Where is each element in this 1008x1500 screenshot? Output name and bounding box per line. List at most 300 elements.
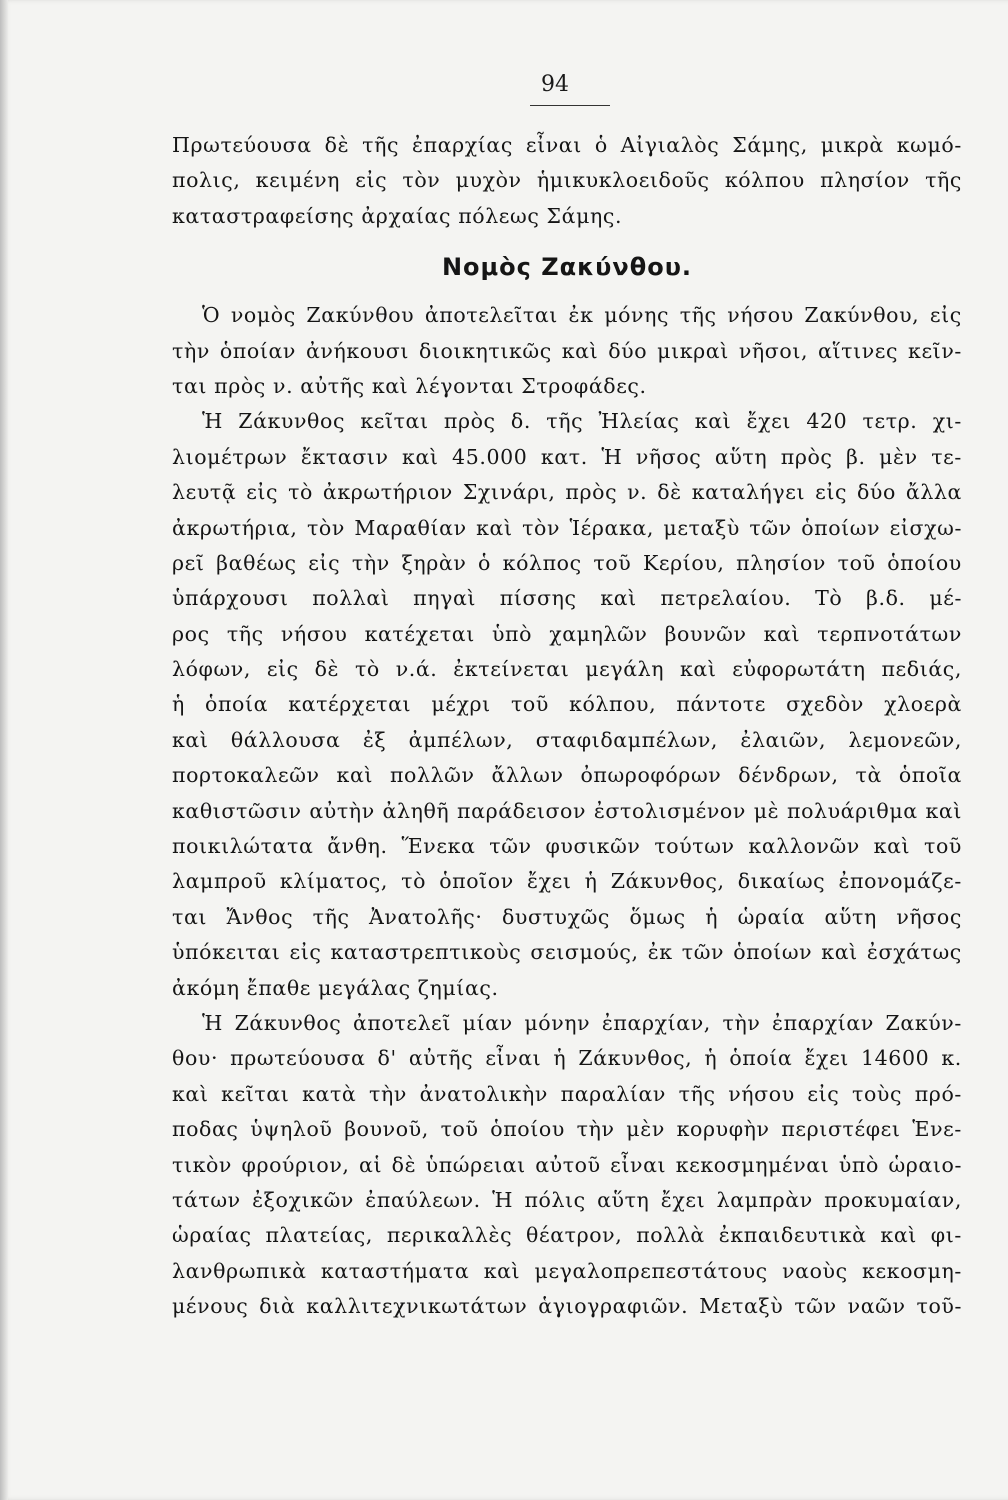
page-number: 94: [541, 72, 569, 97]
word: θέατρον,: [526, 1223, 623, 1248]
word: τῶν: [794, 1294, 837, 1319]
text-line: [172, 723, 962, 758]
text-line: [172, 652, 962, 687]
word: καὶ: [402, 444, 439, 469]
word: ν.: [627, 480, 648, 505]
word: δ.: [510, 409, 531, 434]
word: τῆς: [226, 621, 264, 646]
word: ὑψηλοῦ: [250, 1117, 333, 1142]
word: ἔχει: [746, 409, 792, 434]
text-line: [172, 404, 962, 439]
word: κόλπος: [502, 550, 582, 575]
word: καταλήγει: [691, 480, 806, 505]
word: Πρωτεύουσα: [172, 133, 312, 157]
word: τῶν: [681, 940, 725, 965]
word: ἀκρωτήριον: [322, 480, 453, 505]
body-text: [172, 128, 962, 1325]
word: κόλπου: [724, 168, 805, 193]
word: πρό-: [914, 1081, 962, 1106]
word: πολλὰ: [636, 1223, 705, 1248]
word: εἰς: [929, 303, 962, 328]
word: προκυμαίαν,: [824, 1187, 962, 1212]
word: ἀμπέλων,: [408, 727, 514, 752]
word: νήσου: [280, 621, 348, 646]
page-number-rule: [530, 105, 610, 106]
word: τάτων: [172, 1187, 241, 1212]
word: σχεδὸν: [786, 692, 864, 717]
word: τῆς: [679, 303, 717, 328]
word: Ἄνθος: [226, 904, 294, 929]
word: ναῶν: [847, 1294, 906, 1319]
word: καθιστῶσιν: [172, 798, 302, 823]
word: ἐστολισμένον: [593, 798, 746, 823]
word: πηγαὶ: [413, 586, 477, 611]
word: αἵτινες: [818, 338, 899, 363]
word: ὀπωροφόρων: [580, 763, 722, 788]
word: ἄλλων: [491, 763, 564, 788]
word: καταστήματα: [320, 1258, 470, 1283]
word: ποδας: [172, 1117, 239, 1142]
word: δὲ: [657, 480, 682, 505]
word: καὶ: [925, 798, 962, 823]
word: μίαν: [462, 1010, 513, 1035]
word: τὸ: [288, 480, 313, 505]
word: περιστέφει: [781, 1117, 901, 1142]
word: ἐπαρχίαν,: [601, 1010, 711, 1035]
word: τοῦ: [837, 550, 876, 575]
word: ν.ά.: [395, 657, 438, 682]
text-line: [172, 864, 962, 899]
word: ἔχει: [804, 1046, 849, 1071]
word: Ζάκυνθος: [234, 1010, 342, 1035]
word: 45.000: [452, 444, 528, 469]
word: μέ-: [929, 586, 962, 611]
word: διὰ: [259, 1294, 296, 1319]
word: μέχρι: [431, 692, 491, 717]
word: δένδρων,: [738, 763, 839, 788]
word: πλησίον: [820, 168, 910, 193]
word: διοικητικῶς: [418, 338, 552, 363]
word: καὶ: [880, 1223, 917, 1248]
word: πρωτεύουσα: [230, 1046, 366, 1071]
word: Ἡ: [601, 444, 623, 469]
word: Σάμης,: [732, 133, 808, 157]
word: Ἀνατολῆς·: [369, 904, 483, 929]
word: ἡ: [704, 1046, 718, 1071]
word: Τὸ: [815, 586, 843, 611]
word: καὶ: [694, 409, 732, 434]
text-line: ἀκόμη ἔπαθε μεγάλας ζημίας.: [172, 975, 499, 1000]
word: φι-: [930, 1223, 962, 1248]
word: ὁποίου: [887, 550, 962, 575]
word: Σχινάρι,: [462, 480, 556, 505]
word: ἁγιογραφιῶν.: [538, 1294, 689, 1319]
word: ἡ: [553, 1046, 567, 1071]
word: εἰς: [355, 168, 388, 193]
word: τοῦ: [440, 1117, 479, 1142]
word: τοῦ: [924, 834, 962, 859]
word: νομὸς: [230, 303, 296, 328]
word: Ἡ: [202, 409, 223, 434]
text-line: [172, 475, 962, 510]
word: λαμπρὰν: [716, 1187, 813, 1212]
word: μόνης: [604, 303, 670, 328]
word: καὶ: [172, 1081, 209, 1106]
text-line: [172, 128, 962, 163]
text-line: καταστραφείσης ἀρχαίας πόλεως Σάμης.: [172, 203, 623, 228]
word: ὁποίων: [801, 515, 881, 540]
word: τὰ: [855, 763, 882, 788]
word: καὶ: [873, 834, 911, 859]
word: κορυφὴν: [676, 1117, 770, 1142]
word: παραλίαν: [560, 1081, 666, 1106]
word: δὲ: [391, 1152, 417, 1177]
word: μεταξὺ: [663, 515, 740, 540]
word: τούτων: [654, 834, 735, 859]
word: τῆς: [925, 168, 962, 193]
word: φρούριον,: [241, 1152, 350, 1177]
word: πολις,: [172, 168, 241, 193]
word: τῶν: [489, 834, 532, 859]
word: τὸ: [354, 657, 380, 682]
word: αὐτῆς: [408, 1046, 474, 1071]
text-line: [172, 1148, 962, 1183]
word: ὡραία: [737, 904, 806, 929]
word: 14600: [861, 1046, 930, 1071]
text-line: [172, 900, 962, 935]
word: σταφιδαμπέλων,: [535, 727, 719, 752]
word: ποικιλώτατα: [172, 834, 314, 859]
word: Ζάκυνθος: [238, 409, 346, 434]
word: ἐκτείνεται: [453, 657, 570, 682]
word: βουνοῦ,: [344, 1117, 429, 1142]
word: καὶ: [172, 727, 209, 752]
word: ὁποία: [205, 692, 269, 717]
word: ἀνατολικὴν: [419, 1081, 548, 1106]
word: Ἠλείας: [598, 409, 680, 434]
word: παράδεισον: [457, 798, 587, 823]
word: ρεῖ: [172, 550, 205, 575]
word: χαμηλῶν: [549, 621, 648, 646]
word: ἀποτελεῖται: [424, 303, 558, 328]
word: ἡμικυκλοειδοῦς: [536, 168, 710, 193]
word: τὸν: [306, 515, 345, 540]
word: κατὰ: [302, 1081, 357, 1106]
word: πλατείας,: [265, 1223, 373, 1248]
word: τῆς: [362, 133, 400, 157]
word: ἐπαύλεων.: [365, 1187, 481, 1212]
word: καὶ: [600, 586, 637, 611]
word: τοὺς: [852, 1081, 903, 1106]
word: δὲ: [314, 657, 340, 682]
word: Ζάκυνθος,: [578, 1046, 693, 1071]
word: τὸν: [522, 515, 561, 540]
word: τῆς: [312, 904, 350, 929]
word: τὸν: [402, 168, 441, 193]
word: πλησίον: [736, 550, 826, 575]
word: ἡ: [705, 904, 719, 929]
text-line: [172, 935, 962, 970]
word: δύο: [608, 338, 648, 363]
text-line: [172, 1254, 962, 1289]
text-line: [172, 1041, 962, 1076]
word: δύο: [856, 480, 896, 505]
word: τὴν: [369, 1081, 407, 1106]
word: νῆσοι,: [738, 338, 809, 363]
word: τὴν: [172, 338, 210, 363]
text-line: [172, 334, 962, 369]
word: ὁ: [478, 550, 491, 575]
word: καταστρεπτικοὺς: [330, 940, 522, 965]
word: μὲν: [626, 1117, 665, 1142]
word: πρὸς: [780, 444, 833, 469]
word: ὑπόκειται: [172, 940, 281, 965]
word: τετρ.: [862, 409, 918, 434]
word: καὶ: [763, 621, 801, 646]
word: ὑπὸ: [838, 1152, 879, 1177]
word: ἐξ: [362, 727, 387, 752]
word: κατ.: [540, 444, 588, 469]
word: καὶ: [476, 515, 513, 540]
word: κόλπου,: [569, 692, 657, 717]
text-line: [172, 581, 962, 616]
word: Ἡ: [492, 1187, 514, 1212]
word: δ': [377, 1046, 397, 1071]
word: ἐσχάτως: [866, 940, 962, 965]
word: Ἱέρακα,: [569, 515, 654, 540]
word: αὕτη: [824, 904, 877, 929]
word: μένους: [172, 1294, 249, 1319]
word: μεγάλη: [585, 657, 665, 682]
word: εἶναι: [525, 133, 582, 157]
word: τῶν: [749, 515, 792, 540]
word: Ζακύν-: [885, 1010, 962, 1035]
word: κεῖται: [221, 1081, 290, 1106]
word: ὡραίας: [172, 1223, 252, 1248]
word: ται: [172, 904, 208, 929]
word: δὲ: [324, 133, 350, 157]
word: Ζακύνθου: [306, 303, 415, 328]
word: λευτᾷ: [172, 480, 237, 505]
word: εὐφορωτάτη: [732, 657, 866, 682]
word: τὴν: [576, 1117, 615, 1142]
word: κειμένη: [255, 168, 341, 193]
word: λιομέτρων: [172, 444, 288, 469]
word: ἐκ: [647, 940, 673, 965]
word: πορτοκαλεῶν: [172, 763, 320, 788]
word: Ἑνε-: [912, 1117, 962, 1142]
word: μὲν: [879, 444, 918, 469]
word: ξηρὰν: [401, 550, 467, 575]
word: καλλιτεχνικωτάτων: [306, 1294, 528, 1319]
text-line: [172, 1077, 962, 1112]
word: μικραὶ: [657, 338, 729, 363]
word: ἡ: [172, 692, 185, 717]
text-line: [172, 794, 962, 829]
word: νῆσος: [635, 444, 702, 469]
word: Κερίου,: [642, 550, 725, 575]
word: λανθρωπικὰ: [172, 1258, 307, 1283]
word: αὐτὴν: [309, 798, 375, 823]
word: εἰς: [308, 550, 341, 575]
word: εἰσχω-: [889, 515, 962, 540]
word: περικαλλὲς: [386, 1223, 513, 1248]
word: καὶ: [821, 940, 858, 965]
word: ἐλαιῶν,: [740, 727, 827, 752]
word: ὁποίων: [733, 940, 813, 965]
word: πολλῶν: [389, 763, 475, 788]
word: δυστυχῶς: [501, 904, 610, 929]
word: Μεταξὺ: [699, 1294, 784, 1319]
word: αὐτοῦ: [535, 1152, 601, 1177]
word: ἐκ: [568, 303, 594, 328]
word: αὕτη: [597, 1187, 650, 1212]
binding-edge: [0, 0, 8, 1500]
word: ὡραιο-: [888, 1152, 962, 1177]
word: ἀκρωτήρια,: [172, 515, 298, 540]
word: μυχὸν: [455, 168, 522, 193]
word: λόφων,: [172, 657, 251, 682]
word: καὶ: [679, 657, 717, 682]
word: τερπνοτάτων: [817, 621, 962, 646]
word: ἐξοχικῶν: [252, 1187, 354, 1212]
word: ἄλλα: [905, 480, 962, 505]
word: ἀποτελεῖ: [352, 1010, 452, 1035]
word: κωμό-: [896, 133, 962, 157]
word: σεισμούς,: [530, 940, 639, 965]
word: τοῦ: [510, 692, 549, 717]
word: Ἡ: [202, 1010, 223, 1035]
word: εἰς: [289, 940, 322, 965]
word: ὁποίου: [490, 1117, 565, 1142]
word: ἐπαρχίαν: [772, 1010, 874, 1035]
word: κ.: [941, 1046, 962, 1071]
text-line: [172, 298, 962, 333]
word: εἶναι: [610, 1152, 667, 1177]
word: μικρὰ: [820, 133, 884, 157]
word: ἐκπαιδευτικὰ: [718, 1223, 867, 1248]
word: ὑπὸ: [492, 621, 533, 646]
word: τὴν: [722, 1010, 761, 1035]
word: Ζάκυνθος,: [610, 869, 725, 894]
word: εἶναι: [485, 1046, 542, 1071]
word: Ὁ: [202, 303, 221, 328]
word: ἀληθῆ: [382, 798, 450, 823]
word: ἀνήκουσι: [305, 338, 409, 363]
word: μόνην: [524, 1010, 591, 1035]
text-line: [172, 687, 962, 722]
word: λεμονεῶν,: [848, 727, 962, 752]
text-line: [172, 758, 962, 793]
text-line: [172, 1289, 962, 1324]
text-line: [172, 440, 962, 475]
word: ἡ: [584, 869, 598, 894]
word: πίσσης: [499, 586, 577, 611]
word: εἰς: [815, 480, 848, 505]
word: κλίματος,: [279, 869, 388, 894]
word: ὁποῖα: [898, 763, 962, 788]
word: χι-: [932, 409, 962, 434]
word: πόλις: [524, 1187, 586, 1212]
text-line: [172, 1112, 962, 1147]
word: κατέχεται: [364, 621, 475, 646]
word: εἰς: [246, 480, 279, 505]
text-line: [172, 1218, 962, 1253]
word: ναοὺς: [782, 1258, 848, 1283]
word: νήσου: [727, 303, 794, 328]
word: θου·: [172, 1046, 219, 1071]
word: τικὸν: [172, 1152, 232, 1177]
word: νήσου: [728, 1081, 795, 1106]
word: ὁποία: [729, 1046, 793, 1071]
word: 420: [806, 409, 848, 434]
word: πρὸς: [565, 480, 618, 505]
word: πεδιάς,: [881, 657, 962, 682]
word: κατέρχεται: [288, 692, 412, 717]
text-line: [172, 829, 962, 864]
word: εἰς: [807, 1081, 840, 1106]
word: ἔχει: [660, 1187, 706, 1212]
word: μεγαλοπρεπεστάτους: [534, 1258, 768, 1283]
word: ἔχει: [526, 869, 572, 894]
word: τοῦ: [593, 550, 632, 575]
word: ὅμως: [629, 904, 686, 929]
word: λαμπροῦ: [172, 869, 267, 894]
word: β.δ.: [866, 586, 906, 611]
word: καὶ: [561, 338, 599, 363]
text-line: [172, 1183, 962, 1218]
word: τοῦ-: [916, 1294, 962, 1319]
word: ὑπάρχουσι: [172, 586, 289, 611]
word: πολυάριθμα: [787, 798, 918, 823]
word: πάντοτε: [676, 692, 767, 717]
word: τῆς: [678, 1081, 716, 1106]
word: φυσικῶν: [545, 834, 641, 859]
word: Μαραθίαν: [354, 515, 467, 540]
word: βαθέως: [216, 550, 297, 575]
word: Ἕνεκα: [401, 834, 476, 859]
word: μὲ: [753, 798, 780, 823]
word: αἱ: [359, 1152, 383, 1177]
word: β.: [846, 444, 866, 469]
text-line: ται πρὸς ν. αὐτῆς καὶ λέγονται Στροφάδες.: [172, 373, 647, 398]
word: ὁποῖον: [439, 869, 514, 894]
text-line: [172, 163, 962, 198]
word: ὑπώρειαι: [425, 1152, 526, 1177]
word: καλλονῶν: [748, 834, 860, 859]
word: τὴν: [351, 550, 390, 575]
word: δικαίως: [737, 869, 826, 894]
word: Αἰγιαλὸς: [620, 133, 720, 157]
text-line: [172, 1006, 962, 1041]
word: ὁ: [594, 133, 608, 157]
word: ἐπαρχίας: [411, 133, 513, 157]
word: ρος: [172, 621, 210, 646]
word: κεῖν-: [908, 338, 962, 363]
word: αὕτη: [714, 444, 768, 469]
word: τῆς: [546, 409, 584, 434]
word: κεκοσμημέναι: [675, 1152, 830, 1177]
word: τὸ: [401, 869, 427, 894]
text-line: [172, 546, 962, 581]
word: χλοερὰ: [884, 692, 962, 717]
word: ἐπονομάζε-: [838, 869, 962, 894]
word: πρὸς: [443, 409, 496, 434]
section-heading: Νομὸς Ζακύνθου.: [441, 253, 693, 282]
word: τε-: [931, 444, 962, 469]
word: καὶ: [336, 763, 374, 788]
word: βουνῶν: [664, 621, 747, 646]
